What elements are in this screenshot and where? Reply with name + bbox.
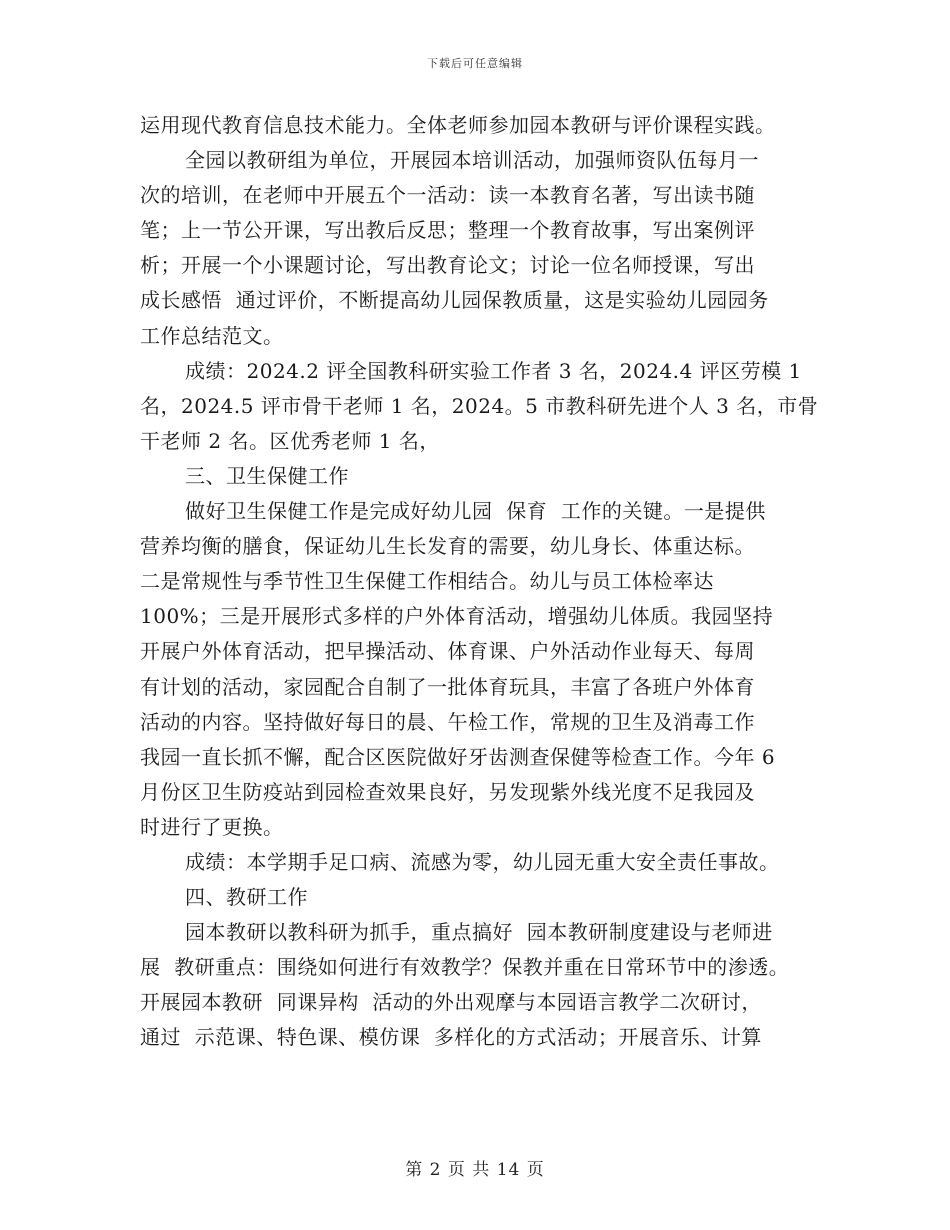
text-line: 析；开展一个小课题讨论，写出教育论文；讨论一位名师授课，写出 — [140, 253, 755, 278]
text-line: 名，2024.5 评市骨干老师 1 名，2024。5 市教科研先进个人 3 名，市骨 — [140, 393, 819, 418]
text-line: 营养均衡的膳食，保证幼儿生长发育的需要，幼儿身长、体重达标。 — [140, 534, 755, 559]
text-line: 工作总结范文。 — [140, 323, 284, 348]
text-line: 活动的内容。坚持做好每日的晨、午检工作，常规的卫生及消毒工作 — [140, 709, 755, 734]
text-line: 我园一直长抓不懈，配合区医院做好牙齿测查保健等检查工作。今年 6 — [140, 744, 776, 769]
page-number: 第 2 页 共 14 页 — [405, 1160, 545, 1180]
header-note: 下载后可任意编辑 — [427, 57, 523, 70]
text-line: 运用现代教育信息技术能力。全体老师参加园本教研与评价课程实践。 — [140, 113, 776, 137]
text-line: 成绩：本学期手足口病、流感为零，幼儿园无重大安全责任事故。 — [185, 849, 780, 874]
text-line: 成长感悟 通过评价，不断提高幼儿园保教质量，这是实验幼儿园园务 — [140, 288, 769, 313]
section-heading: 四、教研工作 — [185, 885, 308, 910]
text-line: 开展户外体育活动，把早操活动、体育课、户外活动作业每天、每周 — [140, 639, 755, 664]
section-heading: 三、卫生保健工作 — [185, 463, 349, 488]
text-line: 做好卫生保健工作是完成好幼儿园 保育 工作的关键。一是提供 — [185, 499, 766, 524]
text-line: 成绩：2024.2 评全国教科研实验工作者 3 名，2024.4 评区劳模 1 — [185, 358, 802, 383]
text-line: 笔；上一节公开课，写出教后反思；整理一个教育故事，写出案例评 — [140, 218, 755, 243]
text-line: 月份区卫生防疫站到园检查效果良好，另发现紫外线光度不足我园及 — [140, 779, 755, 804]
text-line: 园本教研以教科研为抓手，重点搞好 园本教研制度建设与老师进 — [185, 920, 773, 945]
text-line: 全园以教研组为单位，开展园本培训活动，加强师资队伍每月一 — [185, 148, 759, 173]
text-line: 100%；三是开展形式多样的户外体育活动，增强幼儿体质。我园坚持 — [140, 604, 774, 629]
text-line: 二是常规性与季节性卫生保健工作相结合。幼儿与员工体检率达 — [140, 569, 714, 594]
text-line: 时进行了更换。 — [140, 814, 284, 839]
text-line: 次的培训，在老师中开展五个一活动：读一本教育名著，写出读书随 — [140, 183, 755, 208]
text-line: 通过 示范课、特色课、模仿课 多样化的方式活动；开展音乐、计算 — [140, 1025, 762, 1050]
text-line: 干老师 2 名。区优秀老师 1 名， — [140, 428, 440, 453]
text-line: 展 教研重点：围绕如何进行有效教学？保教并重在日常环节中的渗透。 — [140, 955, 790, 980]
text-line: 有计划的活动，家园配合自制了一批体育玩具，丰富了各班户外体育 — [140, 674, 755, 699]
document-body — [140, 108, 830, 1056]
text-line: 开展园本教研 同课异构 活动的外出观摩与本园语言教学二次研讨， — [140, 990, 762, 1015]
